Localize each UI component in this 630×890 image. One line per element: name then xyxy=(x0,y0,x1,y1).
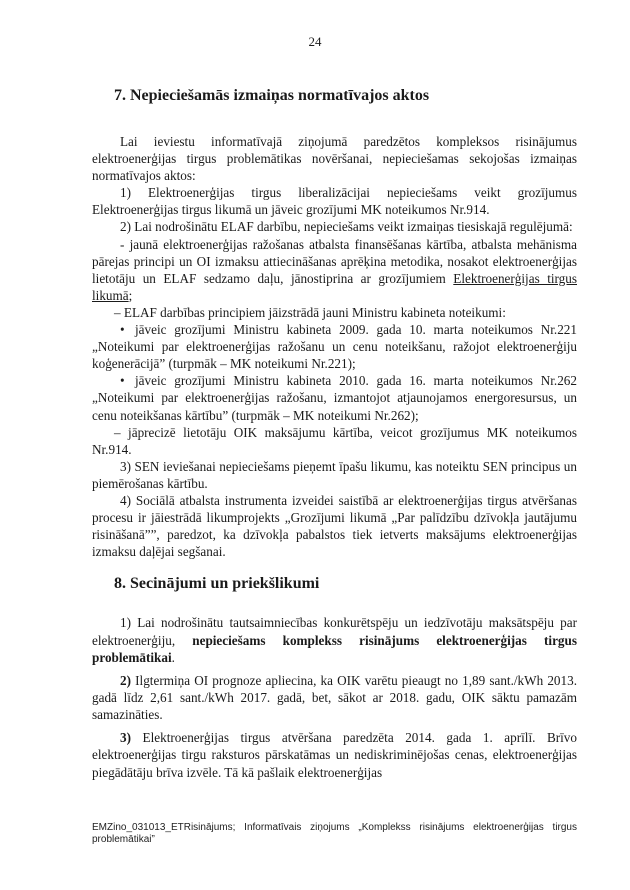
law-reference-link: Elektroenerģijas tirgus likumā xyxy=(92,270,577,303)
bullet-1-text: jāveic grozījumi Ministru kabineta 2009. gada 10. marta noteikumos Nr.221 „Noteikumi par elektroenerģijas ražošanu un cenu noteikšanu, ražojot elektroenerģiju koģenerācijā” (turpmāk – MK noteikumi Nr.221); xyxy=(92,322,577,372)
conclusion-3-number: 3) xyxy=(120,729,131,745)
dash-1-end: ; xyxy=(128,287,133,303)
conclusion-3-text: Elektroenerģijas tirgus atvēršana paredzēta 2014. gada 1. aprīlī. Brīvo elektroenerģijas tirgu raksturos pārskatāmas un nediskriminējošas cenas, elektroenerģijas piegādātāju brīva izvēle. Tā kā pašlaik elektroenerģijas xyxy=(92,729,577,780)
conclusion-2-text: Ilgtermiņa OI prognoze apliecina, ka OIK varētu pieaugt no 1,89 sant./kWh 2013. gadā līdz 2,61 sant./kWh 2017. gadā, bet, sākot ar 2018. gadu, OIK sāktu pamazām samazināties. xyxy=(92,672,577,723)
section-7-dash-1 xyxy=(92,236,577,304)
section-7-item-3: 3) SEN ieviešanai nepieciešams pieņemt īpašu likumu, kas noteiktu SEN principus un piemērošanas kārtību. xyxy=(92,458,577,491)
section-7-dash-2: – ELAF darbības principiem jāizstrādā jauni Ministru kabineta noteikumi: xyxy=(114,304,506,320)
section-7-intro: Lai ieviestu informatīvajā ziņojumā paredzētos kompleksos risinājumus elektroenerģijas tirgus problemātikas novēršanai, nepieciešamas sekojošas izmaiņas normatīvajos aktos: xyxy=(92,134,577,184)
page-footer: EMZino_031013_ETRisinājums; Informatīvais ziņojums „Komplekss risinājums elektroenerģijas tirgus problemātikai” xyxy=(92,822,577,845)
section-8-conclusion-1 xyxy=(92,614,577,666)
dash-1-text: - jaunā elektroenerģijas ražošanas atbalsta finansēšanas kārtība, atbalsta mehānisma pārejas principi un OI izmaksu attiecināšanas aprēķina metodika, nosakot elektroenerģijas lietotāju un ELAF sedzamo daļu, jānostiprina ar grozījumiem xyxy=(92,236,577,286)
section-7-item-1: 1) Elektroenerģijas tirgus liberalizācijai nepieciešams veikt grozījumus Elektroenerģijas tirgus likumā un jāveic grozījumi MK noteikumos Nr.914. xyxy=(92,185,577,218)
page-number: 24 xyxy=(308,34,322,49)
section-7-bullet-1 xyxy=(92,321,577,372)
bullet-icon: • xyxy=(120,373,125,389)
conclusion-2-number: 2) xyxy=(120,672,131,688)
bullet-icon: • xyxy=(120,322,125,338)
conclusion-1-bold: nepieciešams komplekss risinājums elektroenerģijas tirgus problemātikai xyxy=(92,632,577,666)
section-8-body xyxy=(92,614,577,781)
section-7-heading: 7. Nepieciešamās izmaiņas normatīvajos aktos xyxy=(114,87,430,104)
conclusion-1-end: . xyxy=(171,650,175,666)
section-8-conclusion-2 xyxy=(92,672,577,724)
bullet-2-text: jāveic grozījumi Ministru kabineta 2010. gada 16. marta noteikumos Nr.262 „Noteikumi par elektroenerģijas ražošanu, izmantojot atjaunojamos energoresursus, un cenu noteikšanas kārtību” (turpmāk – MK noteikumi Nr.262); xyxy=(92,373,577,423)
page-content xyxy=(92,86,577,781)
section-7-dash-3: – jāprecizē lietotāju OIK maksājumu kārtība, veicot grozījumus MK noteikumos Nr.914. xyxy=(92,424,577,457)
section-8-heading: 8. Secinājumi un priekšlikumi xyxy=(114,575,320,593)
conclusion-1-text: 1) Lai nodrošinātu tautsaimniecības konkurētspēju un iedzīvotāju maksātspēju par elektroenerģiju, xyxy=(92,615,577,648)
section-7-item-4: 4) Sociālā atbalsta instrumenta izveidei saistībā ar elektroenerģijas tirgus atvēršanas procesu ir jāiestrādā likumprojekts „Grozījumi likumā „Par palīdzību dzīvokļa jautājumu risināšanā””, paredzot, ka dzīvokļa pabalstos tiek ietverts maksājums elektroenerģijas izmaksu daļējai segšanai. xyxy=(92,492,577,560)
section-8-conclusion-3 xyxy=(92,729,577,781)
section-7-bullet-2 xyxy=(92,372,577,423)
section-7-item-2: 2) Lai nodrošinātu ELAF darbību, nepieciešams veikt izmaiņas tiesiskajā regulējumā: xyxy=(120,219,573,235)
